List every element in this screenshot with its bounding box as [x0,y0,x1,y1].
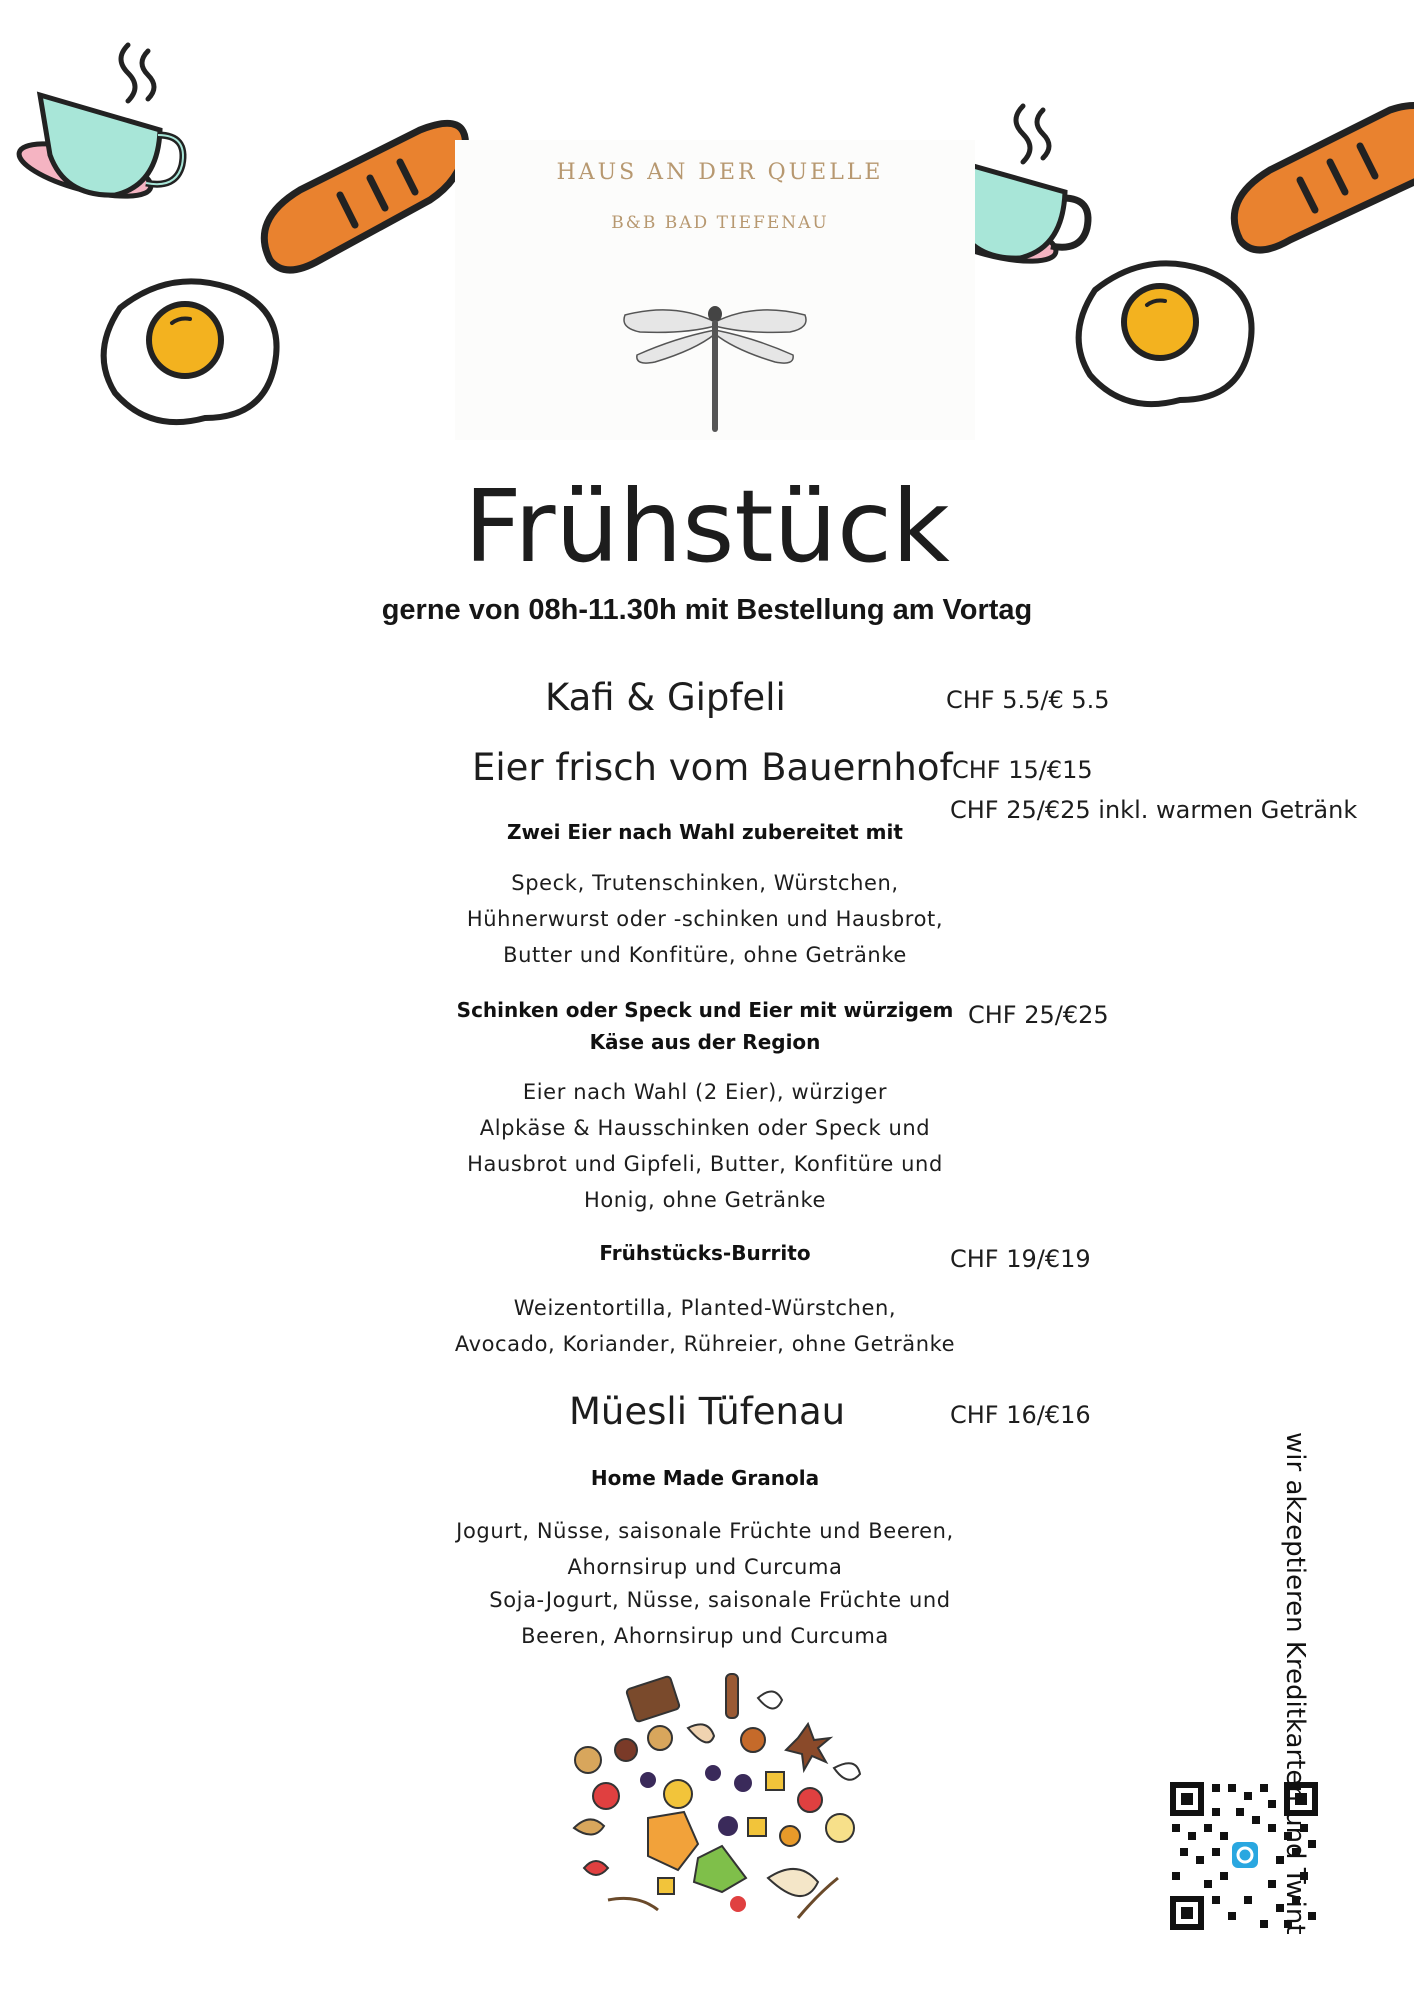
fried-egg-icon [1065,250,1265,420]
item-eier-name: Eier frisch vom Bauernhof [472,746,953,789]
item-burrito-desc-line: Avocado, Koriander, Rühreier, ohne Getränke [454,1332,956,1356]
item-schinken-desc-line: Hausbrot und Gipfeli, Butter, Konfitüre und [467,1152,943,1176]
bread-icon [250,110,480,290]
item-muesli-price: CHF 16/€16 [950,1401,1091,1429]
brand-name: HAUS AN DER QUELLE [556,160,884,185]
item-muesli-desc-line: Soja-Jogurt, Nüsse, saisonale Früchte und [489,1588,951,1612]
item-schinken-heading: Käse aus der Region [589,1030,821,1054]
item-muesli-name: Müesli Tüfenau [569,1390,846,1433]
item-eier-desc-line: Butter und Konfitüre, ohne Getränke [503,943,907,967]
item-burrito-price: CHF 19/€19 [950,1245,1091,1273]
coffee-cup-icon [10,35,190,225]
item-schinken-desc-line: Alpkäse & Hausschinken oder Speck und [479,1116,931,1140]
item-muesli-desc-line: Beeren, Ahornsirup und Curcuma [521,1624,889,1648]
bread-icon [1220,90,1414,260]
item-muesli-desc-line: Ahornsirup und Curcuma [567,1555,843,1579]
item-kafi-price: CHF 5.5/€ 5.5 [946,686,1110,714]
item-muesli-heading: Home Made Granola [590,1466,820,1490]
payment-note: wir akzeptieren Kreditkarten und Twint [1280,1432,1310,1935]
item-schinken-desc-line: Eier nach Wahl (2 Eier), würziger [522,1080,888,1104]
fried-egg-icon [90,268,290,438]
item-schinken-price: CHF 25/€25 [968,1001,1109,1029]
item-kafi-name: Kafi & Gipfeli [545,676,786,719]
item-eier-desc-line: Speck, Trutenschinken, Würstchen, [511,871,899,895]
dragonfly-icon [615,300,815,435]
item-burrito-heading: Frühstücks-Burrito [599,1241,811,1265]
item-eier-heading: Zwei Eier nach Wahl zubereitet mit [507,820,903,844]
page-subtitle: gerne von 08h-11.30h mit Bestellung am Vortag [381,594,1033,626]
item-muesli-desc-line: Jogurt, Nüsse, saisonale Früchte und Beeren, [456,1519,954,1543]
item-schinken-desc-line: Honig, ohne Getränke [583,1188,827,1212]
item-eier-desc-line: Hühnerwurst oder -schinken und Hausbrot, [466,907,944,931]
brand-subtitle: B&B BAD TIEFENAU [611,213,829,233]
item-eier-price: CHF 15/€15 [952,756,1093,784]
item-schinken-heading: Schinken oder Speck und Eier mit würzigem [456,998,954,1022]
granola-illustration [548,1668,888,1936]
twint-logo [1232,1842,1258,1868]
item-burrito-desc-line: Weizentortilla, Planted-Würstchen, [513,1296,897,1320]
item-eier-price-drink: CHF 25/€25 inkl. warmen Getränk [950,796,1358,824]
page-title: Frühstück [464,468,950,585]
